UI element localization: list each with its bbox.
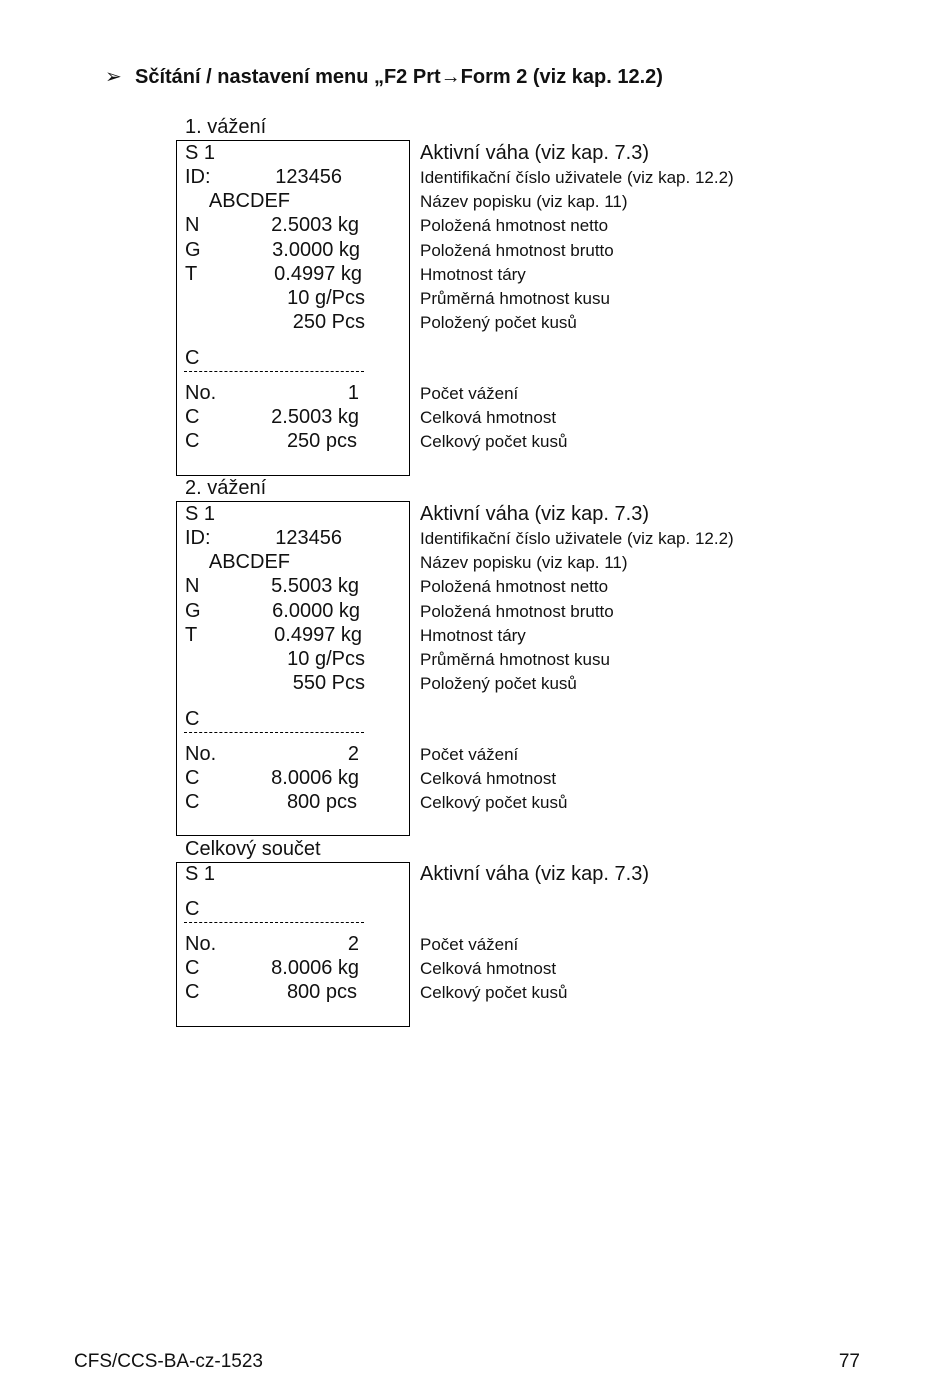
row-description: Položená hmotnost netto [420, 216, 609, 235]
printout-value: 250 Pcs [292, 311, 365, 333]
printout-key: C [185, 767, 200, 789]
row-description: Položená hmotnost brutto [420, 241, 614, 260]
printout-value: 10 g/Pcs [287, 648, 365, 670]
printout-key: G [185, 600, 201, 622]
section-label: 2. vážení [185, 477, 267, 499]
printout-value: 0.4997 kg [274, 263, 362, 285]
printout-c-label: C [185, 347, 200, 369]
dashed-separator [184, 922, 364, 923]
printout-key: C [185, 957, 200, 979]
printout-key: C [185, 791, 200, 813]
printout-key: ID: [185, 527, 211, 549]
section-heading [105, 64, 663, 89]
printout-value: 3.0000 kg [272, 239, 360, 261]
row-description: Průměrná hmotnost kusu [420, 289, 610, 308]
printout-key: G [185, 239, 201, 261]
printout-key: No. [185, 743, 217, 765]
section-label: Celkový součet [185, 838, 321, 860]
printout-value: 8.0006 kg [271, 767, 359, 789]
dashed-separator [184, 371, 364, 372]
printout-value: 123456 [275, 527, 342, 549]
printout-key: C [185, 430, 200, 452]
printout-value: 800 pcs [286, 981, 357, 1003]
printout-value: 1 [347, 382, 359, 404]
row-description: Celkový počet kusů [420, 793, 568, 812]
arrow-bullet-icon: ➢ [105, 66, 122, 88]
row-description: Položená hmotnost netto [420, 577, 609, 596]
document-id: CFS/CCS-BA-cz-1523 [74, 1351, 263, 1372]
printout-key: C [185, 981, 200, 1003]
printout-key: S 1 [185, 863, 216, 885]
printout-key: N [185, 575, 200, 597]
row-description: Identifikační číslo uživatele (viz kap. 12.2) [420, 168, 734, 187]
row-description: Identifikační číslo uživatele (viz kap. 12.2) [420, 529, 734, 548]
row-description: Celkový počet kusů [420, 432, 568, 451]
printout-c-label: C [185, 898, 200, 920]
row-description: Položená hmotnost brutto [420, 602, 614, 621]
printout-key: T [185, 263, 198, 285]
printout-key: C [185, 406, 200, 428]
printout-value: 2.5003 kg [271, 406, 359, 428]
row-description: Celková hmotnost [420, 959, 557, 978]
printout-key: T [185, 624, 198, 646]
heading-text: Sčítání / nastavení menu „F2 Prt→Form 2 (viz kap. 12.2) [135, 66, 663, 88]
row-description: Aktivní váha (viz kap. 7.3) [420, 863, 649, 885]
printout-key: No. [185, 382, 217, 404]
row-description: Hmotnost táry [420, 626, 526, 645]
row-description: Aktivní váha (viz kap. 7.3) [420, 142, 649, 164]
dashed-separator [184, 732, 364, 733]
printout-key: ID: [185, 166, 211, 188]
row-description: Počet vážení [420, 935, 519, 954]
row-description: Hmotnost táry [420, 265, 526, 284]
page-number: 77 [838, 1351, 860, 1372]
printout-value: 0.4997 kg [274, 624, 362, 646]
printout-value: 2 [347, 933, 359, 955]
printout-c-label: C [185, 708, 200, 730]
printout-value: 2.5003 kg [271, 214, 359, 236]
printout-value: ABCDEF [208, 551, 290, 573]
row-description: Položený počet kusů [420, 313, 577, 332]
printout-key: No. [185, 933, 217, 955]
row-description: Název popisku (viz kap. 11) [420, 553, 628, 572]
printout-value: 8.0006 kg [271, 957, 359, 979]
printout-value: 800 pcs [286, 791, 357, 813]
printout-value: 10 g/Pcs [287, 287, 365, 309]
printout-value: 123456 [275, 166, 342, 188]
row-description: Průměrná hmotnost kusu [420, 650, 610, 669]
printout-value: 5.5003 kg [271, 575, 359, 597]
row-description: Položený počet kusů [420, 674, 577, 693]
row-description: Celkový počet kusů [420, 983, 568, 1002]
row-description: Celková hmotnost [420, 408, 557, 427]
printout-value: 250 pcs [286, 430, 357, 452]
row-description: Název popisku (viz kap. 11) [420, 192, 628, 211]
printout-key: S 1 [185, 503, 216, 525]
row-description: Aktivní váha (viz kap. 7.3) [420, 503, 649, 525]
printout-key: N [185, 214, 200, 236]
section-label: 1. vážení [185, 116, 267, 138]
row-description: Celková hmotnost [420, 769, 557, 788]
printout-value: 2 [347, 743, 359, 765]
printout-value: 6.0000 kg [272, 600, 360, 622]
row-description: Počet vážení [420, 745, 519, 764]
printout-value: 550 Pcs [292, 672, 365, 694]
printout-value: ABCDEF [208, 190, 290, 212]
row-description: Počet vážení [420, 384, 519, 403]
printout-key: S 1 [185, 142, 216, 164]
